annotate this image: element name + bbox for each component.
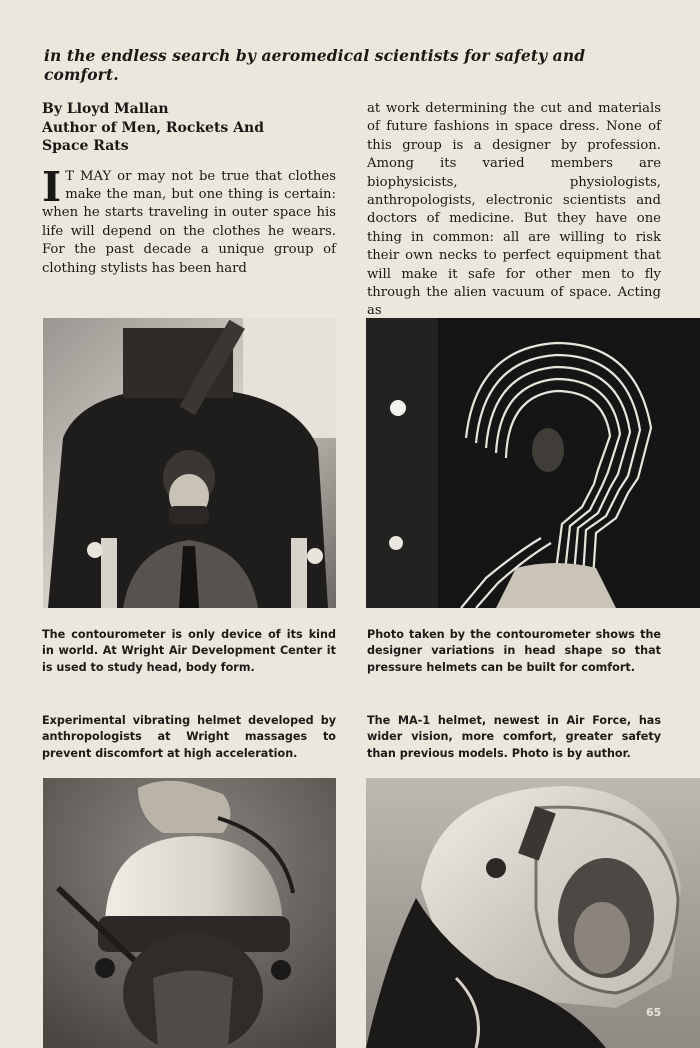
caption-contour-photo: Photo taken by the contourometer shows the designer variations in head shape so that pressure helmets can be built for comfort. <box>367 628 661 674</box>
article-column-left <box>42 100 336 278</box>
article-paragraph-start: T MAY or may not be true that clothes make the man, but one thing is certain: when he starts traveling in outer space his life will depend on the clothes he wears. For the past decade a unique group of clothing stylists has been hard <box>42 168 336 276</box>
caption-ma1-helmet: The MA-1 helmet, newest in Air Force, has wider vision, more comfort, greater safety than previous models. Photo is by author. <box>367 714 661 760</box>
article-text-right: at work determining the cut and materials of future fashions in space dress. None of this group is a designer by profession. Among its varied members are biophysicists, physiologists, anthropologists, electronic scientists and doctors of medicine. But they have one thing in common: all are willing to risk their own necks to perfect equipment that will make it safe for other men to fly through the alien vacuum of space. Acting as <box>367 101 661 319</box>
page-number: 65 <box>646 1006 662 1019</box>
article-column-right <box>367 100 661 321</box>
byline-credit: Author of Men, Rockets And <box>42 119 264 136</box>
byline <box>42 100 336 156</box>
byline-credit-cont: Space Rats <box>42 138 129 154</box>
drop-cap: I <box>42 162 62 211</box>
caption-contourometer: The contourometer is only device of its kind in world. At Wright Air Development Center it is used to study head, body form. <box>42 628 336 674</box>
contourometer-photo <box>43 318 336 608</box>
vibrating-helmet-photo <box>43 778 336 1048</box>
headline: in the endless search by aeromedical scientists for safety and comfort. <box>44 46 586 84</box>
byline-author: By Lloyd Mallan <box>42 101 169 117</box>
article-text-left <box>42 162 336 278</box>
contour-head-photo <box>366 318 700 608</box>
caption-vibrating-helmet: Experimental vibrating helmet developed by anthropologists at Wright massages to prevent discomfort at high acceleration. <box>42 714 336 760</box>
